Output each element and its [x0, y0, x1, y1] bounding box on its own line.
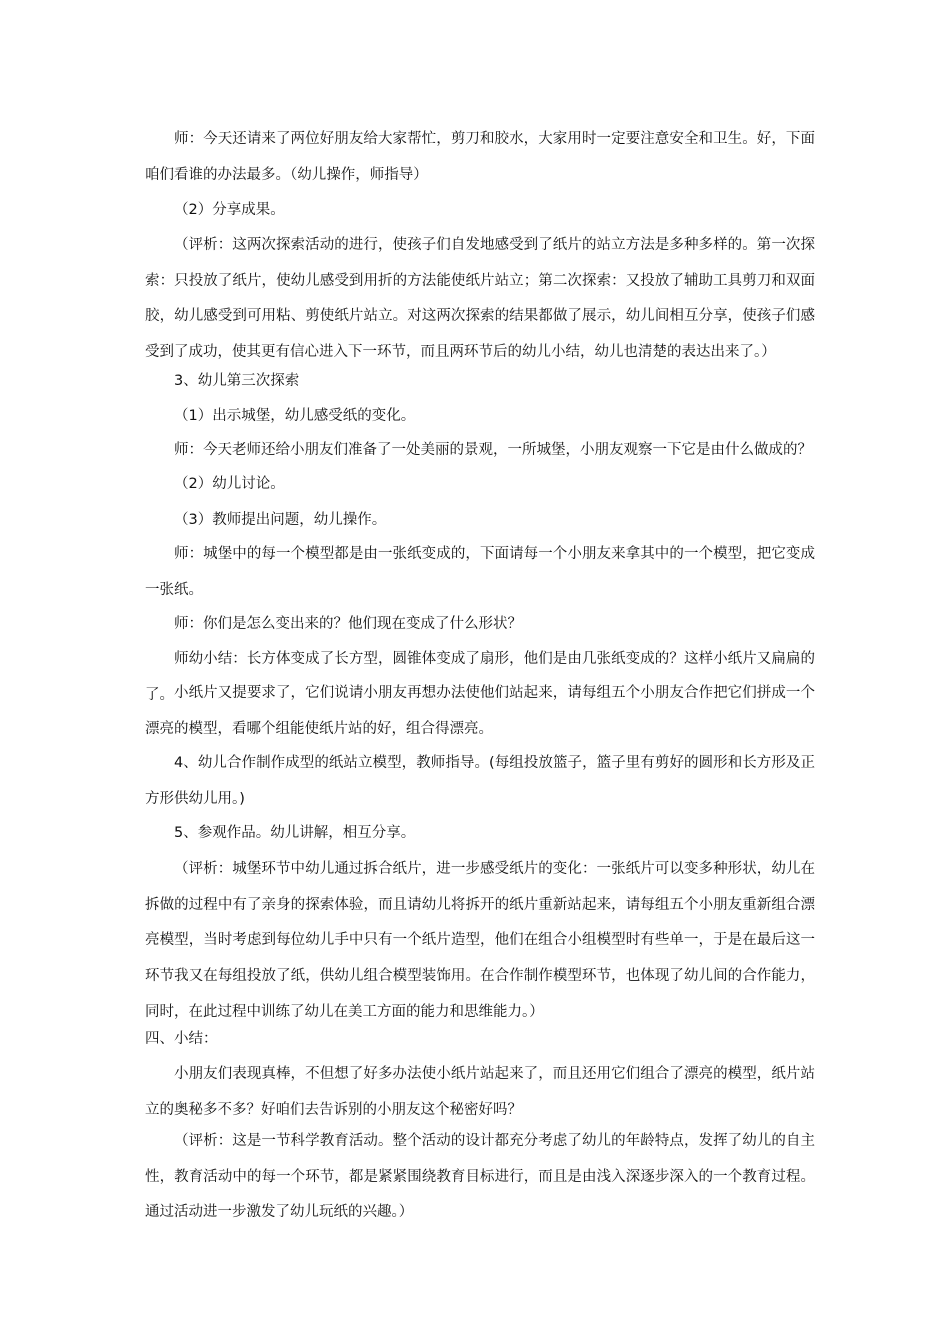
paragraph-teacher-tools: 师：今天还请来了两位好朋友给大家帮忙，剪刀和胶水，大家用时一定要注意安全和卫生。好，下面咱们看谁的办法最多。（幼儿操作，师指导）	[145, 131, 815, 183]
paragraph-view-works: 5、参观作品。幼儿讲解，相互分享。	[174, 825, 416, 841]
paragraph-show-castle: （1）出示城堡，幼儿感受纸的变化。	[174, 408, 416, 424]
paragraph-teacher-castle: 师：今天老师还给小朋友们准备了一处美丽的景观，一所城堡，小朋友观察一下它是由什么做成的？	[174, 442, 812, 458]
paragraph-paper-request: 小纸片又提要求了，它们说请小朋友再想办法使他们站起来，请每组五个小朋友合作把它们拼成一个漂亮的模型，看哪个组能使纸片站的好，组合得漂亮。	[145, 685, 815, 737]
paragraph-teacher-model: 师：城堡中的每一个模型都是由一张纸变成的，下面请每一个小朋友来拿其中的一个模型，把它变成一张纸。	[145, 546, 815, 598]
section-heading-summary: 四、小结：	[145, 1031, 218, 1047]
paragraph-cooperation: 4、幼儿合作制作成型的纸站立模型，教师指导。(每组投放篮子，篮子里有剪好的圆形和长方形及正方形供幼儿用。)	[145, 755, 815, 807]
paragraph-summary-shapes: 师幼小结：长方体变成了长方型，圆锥体变成了扇形，他们是由几张纸变成的？这样小纸片又扁扁的了。	[145, 651, 815, 703]
paragraph-teacher-shape: 师：你们是怎么变出来的？他们现在变成了什么形状？	[174, 616, 522, 632]
paragraph-teacher-question: （3）教师提出问题，幼儿操作。	[174, 512, 387, 528]
paragraph-analysis-2: （评析：城堡环节中幼儿通过拆合纸片，进一步感受纸片的变化：一张纸片可以变多种形状，幼儿在拆做的过程中有了亲身的探索体验，而且请幼儿将拆开的纸片重新站起来，请每组五个小朋友重新组合漂亮模型，当时考虑到每位幼儿手中只有一个纸片造型，他们在组合小组模型时有些单一，于是在最后这一环节我又在每组投放了纸，供幼儿组合模型装饰用。在合作制作模型环节，也体现了幼儿间的合作能力，同时，在此过程中训练了幼儿在美工方面的能力和思维能力。）	[145, 861, 815, 1020]
paragraph-third-explore: 3、幼儿第三次探索	[174, 373, 300, 389]
paragraph-analysis-1: （评析：这两次探索活动的进行，使孩子们自发地感受到了纸片的站立方法是多种多样的。第一次探索：只投放了纸片，使幼儿感受到用折的方法能使纸片站立；第二次探索：又投放了辅助工具剪刀和双面胶，幼儿感受到可用粘、剪使纸片站立。对这两次探索的结果都做了展示，幼儿间相互分享，使孩子们感受到了成功，使其更有信心进入下一环节，而且两环节后的幼儿小结，幼儿也清楚的表达出来了。）	[145, 237, 815, 361]
paragraph-children-praise: 小朋友们表现真棒，不但想了好多办法使小纸片站起来了，而且还用它们组合了漂亮的模型，纸片站立的奥秘多不多？好咱们去告诉别的小朋友这个秘密好吗？	[145, 1066, 815, 1118]
paragraph-share-results: （2）分享成果。	[174, 202, 285, 218]
paragraph-discussion: （2）幼儿讨论。	[174, 476, 285, 492]
paragraph-analysis-3: （评析：这是一节科学教育活动。整个活动的设计都充分考虑了幼儿的年龄特点，发挥了幼儿的自主性，教育活动中的每一个环节，都是紧紧围绕教育目标进行，而且是由浅入深逐步深入的一个教育过程。通过活动进一步激发了幼儿玩纸的兴趣。）	[145, 1133, 815, 1221]
